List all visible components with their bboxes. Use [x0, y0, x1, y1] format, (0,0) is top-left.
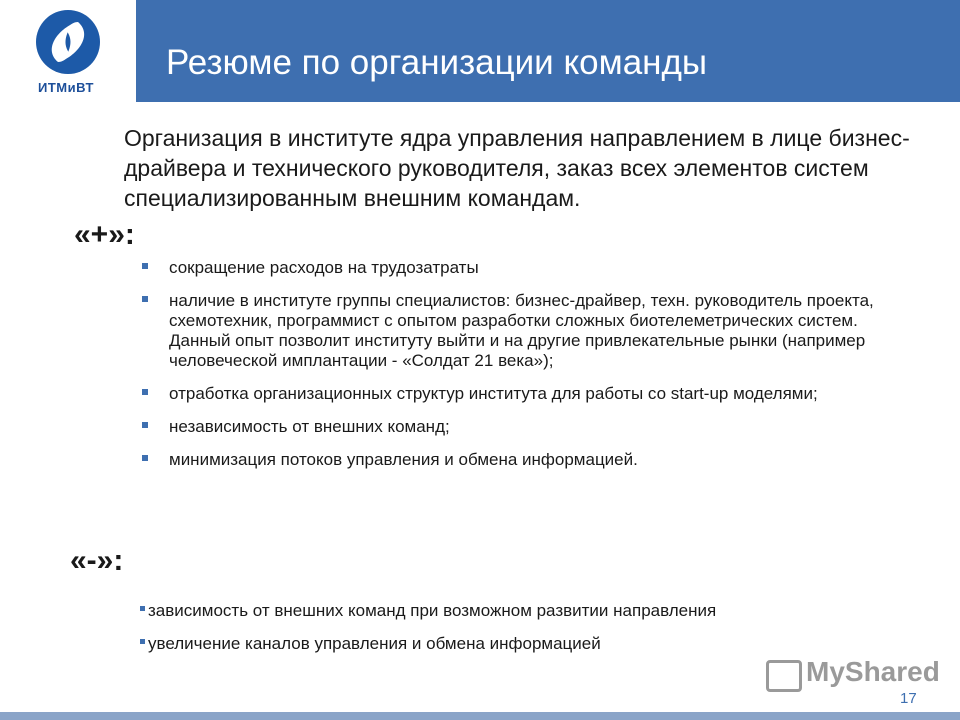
- minus-list: [140, 601, 920, 667]
- list-item: независимость от внешних команд;: [142, 417, 912, 437]
- list-item: зависимость от внешних команд при возможном развитии направления: [140, 601, 920, 621]
- bullet-icon: [142, 389, 148, 395]
- plus-heading: «+»:: [74, 218, 135, 251]
- watermark-logo-icon: [766, 660, 802, 692]
- bullet-icon: [142, 455, 148, 461]
- list-item: минимизация потоков управления и обмена информацией.: [142, 450, 912, 470]
- list-item: наличие в институте группы специалистов: бизнес-драйвер, техн. руководитель проекта, схемотехник, программист с опытом разработки сложных биотелеметрических систем. Данный опыт позволит институту выйти и на другие привлекательные рынки (например человеческой имплантации - «Солдат 21 века»);: [142, 291, 912, 371]
- logo-emblem-icon: [36, 10, 100, 74]
- list-item: сокращение расходов на трудозатраты: [142, 258, 912, 278]
- list-item: увеличение каналов управления и обмена информацией: [140, 634, 920, 654]
- intro-paragraph: Организация в институте ядра управления направлением в лице бизнес-драйвера и технического руководителя, заказ всех элементов систем специализированным внешним командам.: [124, 125, 910, 211]
- bullet-icon: [140, 606, 145, 611]
- slide-title: Резюме по организации команды: [166, 43, 708, 82]
- logo: [0, 0, 136, 102]
- bullet-icon: [140, 639, 145, 644]
- page-number: 17: [900, 690, 917, 707]
- logo-text: ИТМиВТ: [38, 80, 94, 95]
- title-bar: [136, 0, 960, 102]
- footer-bar: [0, 712, 960, 720]
- bullet-icon: [142, 296, 148, 302]
- bullet-icon: [142, 263, 148, 269]
- minus-heading: «-»:: [70, 544, 124, 577]
- plus-list: [142, 258, 912, 483]
- bullet-icon: [142, 422, 148, 428]
- list-item: отработка организационных структур института для работы со start-up моделями;: [142, 384, 912, 404]
- watermark-text: MyShared: [806, 656, 940, 687]
